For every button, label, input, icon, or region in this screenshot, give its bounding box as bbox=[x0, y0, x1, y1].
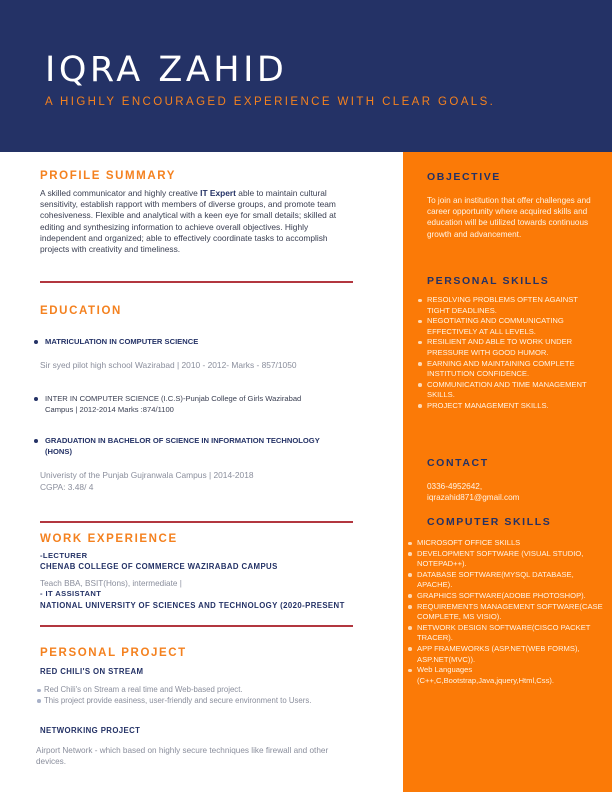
education-title: GRADUATION IN BACHELOR OF SCIENCE IN INFORMATION TECHNOLOGY (HONS) bbox=[45, 436, 320, 456]
contact-phone: 0336-4952642, bbox=[427, 482, 483, 491]
job-detail-lecturer: Teach BBA, BSIT(Hons), intermediate | bbox=[40, 579, 182, 588]
list-item: REQUIREMENTS MANAGEMENT SOFTWARE(CASE COMPLETE, MS VISIO). bbox=[417, 602, 609, 623]
work-experience-heading: WORK EXPERIENCE bbox=[40, 533, 178, 545]
education-item-matric bbox=[36, 337, 346, 348]
list-item: DEVELOPMENT SOFTWARE (VISUAL STUDIO, NOTEPAD++). bbox=[417, 549, 609, 570]
project-detail-networking: Airport Network - which based on highly secure techniques like firewall and other devices. bbox=[36, 746, 329, 767]
project-bullet-list bbox=[44, 685, 344, 707]
list-item: GRAPHICS SOFTWARE(ADOBE PHOTOSHOP). bbox=[417, 591, 609, 602]
objective-text: To join an institution that offer challenges and career opportunity where acquired skills and education will be utilized towards continuous growth and advancement. bbox=[427, 196, 591, 239]
list-item: MICROSOFT OFFICE SKILLS bbox=[417, 538, 609, 549]
education-detail-matric: Sir syed pilot high school Wazirabad | 2010 - 2012- Marks - 857/1050 bbox=[40, 360, 297, 370]
list-item: APP FRAMEWORKS (ASP.NET(WEB FORMS), ASP.NET(MVC)). bbox=[417, 644, 609, 665]
education-cgpa: CGPA: 3.48/ 4 bbox=[40, 482, 94, 492]
computer-skills-list bbox=[417, 538, 609, 686]
sidebar-panel bbox=[403, 152, 612, 792]
job-org-chenab: CHENAB COLLEGE OF COMMERCE WAZIRABAD CAMPUS bbox=[40, 562, 278, 571]
computer-skills-heading: COMPUTER SKILLS bbox=[427, 516, 552, 528]
list-item: Red Chili's on Stream a real time and Web-based project. bbox=[44, 685, 344, 696]
header-banner bbox=[0, 0, 612, 152]
section-divider bbox=[40, 281, 353, 283]
tagline: A HIGHLY ENCOURAGED EXPERIENCE WITH CLEAR GOALS. bbox=[45, 96, 496, 108]
personal-skills-heading: PERSONAL SKILLS bbox=[427, 275, 550, 287]
list-item: Web Languages (C++,C,Bootstrap,Java,jquery,Html,Css). bbox=[417, 665, 609, 686]
education-item-graduation bbox=[36, 436, 326, 457]
profile-text-highlight: IT Expert bbox=[200, 188, 236, 198]
personal-skills-list bbox=[427, 295, 597, 412]
profile-summary-heading: PROFILE SUMMARY bbox=[40, 170, 177, 182]
list-item: This project provide easiness, user-friendly and secure environment to Users. bbox=[44, 696, 344, 707]
section-divider bbox=[40, 625, 353, 627]
personal-project-heading: PERSONAL PROJECT bbox=[40, 647, 187, 659]
objective-heading: OBJECTIVE bbox=[427, 171, 501, 183]
list-item: RESILIENT AND ABLE TO WORK UNDER PRESSURE WITH GOOD HUMOR. bbox=[427, 337, 597, 358]
profile-summary-text bbox=[40, 188, 350, 255]
section-divider bbox=[40, 521, 353, 523]
list-item: RESOLVING PROBLEMS OFTEN AGAINST TIGHT DEADLINES. bbox=[427, 295, 597, 316]
contact-email[interactable]: iqrazahid871@gmail.com bbox=[427, 493, 520, 502]
candidate-name: IQRA ZAHID bbox=[45, 50, 288, 90]
education-title: MATRICULATION IN COMPUTER SCIENCE bbox=[45, 337, 199, 346]
job-title-it-assistant: - IT ASSISTANT bbox=[40, 589, 102, 598]
project-title-networking: NETWORKING PROJECT bbox=[40, 726, 141, 735]
list-item: COMMUNICATION AND TIME MANAGEMENT SKILLS. bbox=[427, 380, 597, 401]
education-heading: EDUCATION bbox=[40, 305, 122, 317]
list-item: PROJECT MANAGEMENT SKILLS. bbox=[427, 401, 597, 412]
profile-text-rest: able to maintain cultural sensitivity, establish rapport with members of diverse groups, and promote team cohesiveness. Flexible and analytical with a keen eye for small details; skilled at editing and synthesizing information to achieve overall objectives. Highly independent and organized; able to effectively coordinate tasks to accomplish projects with creativity and timeliness. bbox=[40, 188, 337, 255]
project-title-red-chili: RED CHILI'S ON STREAM bbox=[40, 667, 144, 676]
job-title-lecturer: -LECTURER bbox=[40, 551, 88, 560]
list-item: DATABASE SOFTWARE(MYSQL DATABASE, APACHE). bbox=[417, 570, 609, 591]
education-detail-graduation: Univeristy of the Punjab Gujranwala Campus | 2014-2018 bbox=[40, 470, 254, 480]
list-item: EARNING AND MAINTAINING COMPLETE INSTITUTION CONFIDENCE. bbox=[427, 359, 597, 380]
list-item: NETWORK DESIGN SOFTWARE(CISCO PACKET TRACER). bbox=[417, 623, 609, 644]
contact-heading: CONTACT bbox=[427, 457, 489, 469]
education-item-inter bbox=[36, 394, 326, 415]
job-org-nust: NATIONAL UNIVERSITY OF SCIENCES AND TECHNOLOGY (2020-PRESENT bbox=[40, 601, 345, 610]
profile-text-start: A skilled communicator and highly creative bbox=[40, 188, 201, 198]
list-item: NEGOTIATING AND COMMUNICATING EFFECTIVELY AT ALL LEVELS. bbox=[427, 316, 597, 337]
education-title: INTER IN COMPUTER SCIENCE (I.C.S)-Punjab College of Girls Wazirabad Campus | 2012-2014 Marks :874/1100 bbox=[45, 394, 302, 414]
